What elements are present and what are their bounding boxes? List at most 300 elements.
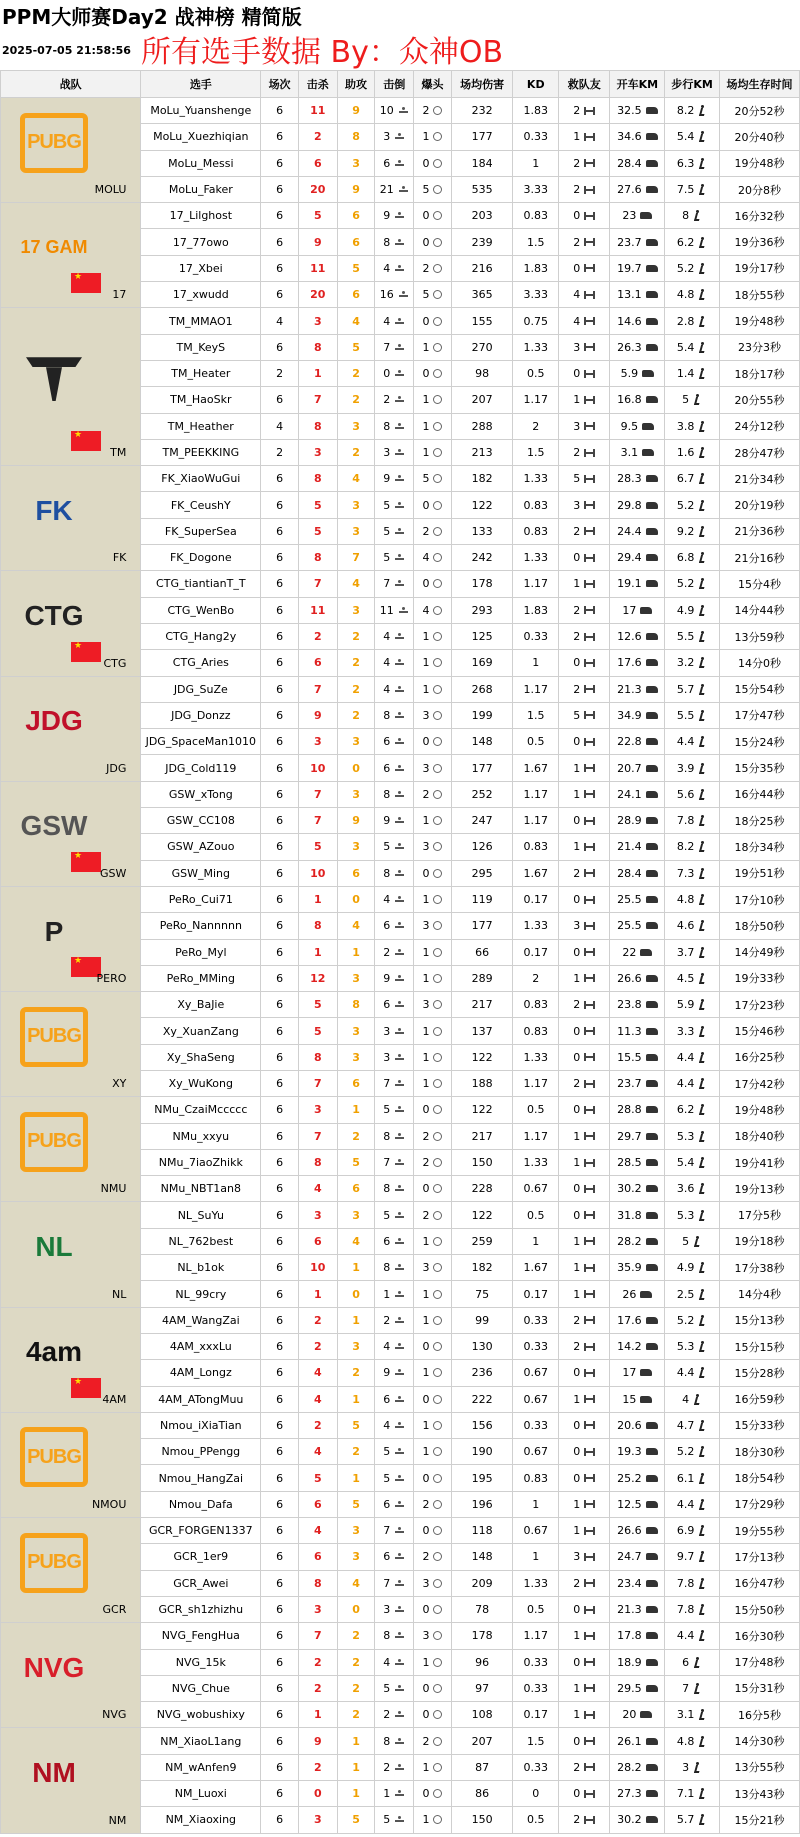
revives-cell-value: 2 [573,446,581,459]
avg-survival-cell: 16分59秒 [720,1386,800,1412]
revives-cell-value: 0 [573,1366,581,1380]
avg-survival-cell: 20分55秒 [720,387,800,413]
games-cell: 2 [261,439,299,465]
avg-survival-cell: 15分46秒 [720,1018,800,1044]
avg-damage-cell: 178 [451,1623,513,1649]
headshots-cell-value: 1 [422,446,430,459]
revive-icon [584,1448,595,1456]
avg-survival-cell: 19分48秒 [720,1097,800,1123]
car-icon [646,239,658,246]
kd-cell: 0.17 [513,1702,559,1728]
headshots-cell [414,1149,452,1175]
games-cell: 6 [261,729,299,755]
team-logo-icon: 17 GAM [20,237,88,258]
table-row [1,1307,800,1333]
games-cell: 6 [261,1070,299,1096]
headshots-cell-value: 0 [422,235,430,249]
knocks-cell [375,1465,414,1491]
knockdown-icon [394,1710,405,1719]
walk-km-cell [665,1596,720,1622]
avg-damage-cell: 177 [451,755,513,781]
walk-km-cell-value: 7 [682,1681,690,1695]
team-name: 17 [112,288,127,302]
kd-cell: 0.83 [513,203,559,229]
headshots-cell-value: 2 [422,1156,430,1170]
knocks-cell-value: 9 [383,209,391,223]
drive-km-cell [610,1544,665,1570]
revive-icon [584,264,595,272]
revives-cell [559,781,610,807]
walk-km-cell-value: 4.9 [676,1261,695,1275]
knocks-cell [375,1123,414,1149]
revive-icon [584,422,595,430]
walk-km-cell-value: 5.4 [676,1156,695,1170]
drive-km-cell [610,1202,665,1228]
team-logo [15,1632,93,1704]
headshots-cell [414,413,452,439]
kd-cell: 2 [513,413,559,439]
walk-km-cell-value: 3.3 [676,1024,695,1038]
walk-km-cell [665,1728,720,1754]
revives-cell [559,1754,610,1780]
avg-survival-cell: 17分42秒 [720,1070,800,1096]
kd-cell: 1 [513,1544,559,1570]
drive-km-cell-value: 13.1 [617,288,642,302]
revives-cell-value: 5 [573,708,581,722]
column-header[interactable]: 场均生存时间 [720,71,800,98]
walk-km-cell [665,413,720,439]
headshots-cell [414,834,452,860]
games-cell: 6 [261,1781,299,1807]
knocks-cell [375,597,414,623]
walk-km-cell-value: 4.7 [676,1418,695,1432]
team-logo-icon: GSW [20,810,88,842]
knockdown-icon [394,711,405,720]
headshots-cell [414,702,452,728]
team-cell [1,1097,141,1202]
team-cell [1,203,141,308]
walk-km-cell [665,1281,720,1307]
avg-damage-cell: 365 [451,282,513,308]
revives-cell-value: 2 [573,1576,581,1590]
walk-km-cell-value: 4 [682,1392,690,1406]
headshots-cell-value: 2 [422,1129,430,1143]
drive-km-cell-value: 19.7 [617,261,642,275]
walk-km-cell [665,282,720,308]
revives-cell-value: 1 [573,1708,581,1722]
headshot-icon [433,1789,442,1798]
headshot-icon [433,1763,442,1772]
drive-km-cell-value: 23.7 [617,1077,642,1091]
player-name: NMu_NBT1an8 [141,1176,261,1202]
avg-damage-cell: 217 [451,992,513,1018]
knockdown-icon [394,895,405,904]
team-cell [1,1202,141,1307]
revives-cell [559,492,610,518]
drive-km-cell [610,650,665,676]
revives-cell [559,466,610,492]
drive-km-cell-value: 26 [622,1287,637,1301]
headshots-cell-value: 1 [422,1050,430,1064]
knockdown-icon [398,185,409,194]
player-name: GCR_FORGEN1337 [141,1518,261,1544]
headshots-cell-value: 0 [422,156,430,170]
kd-cell: 1.5 [513,229,559,255]
knocks-cell [375,1070,414,1096]
headshot-icon [433,816,442,825]
avg-damage-cell: 98 [451,360,513,386]
knocks-cell [375,1781,414,1807]
drive-km-cell-value: 26.3 [617,340,642,354]
headshots-cell [414,1044,452,1070]
walking-icon [698,631,707,642]
team-logo-icon: FK [35,494,73,526]
revive-icon [584,1211,595,1219]
knocks-cell [375,282,414,308]
team-logo [15,1106,93,1178]
avg-damage-cell: 122 [451,492,513,518]
header-row [1,71,800,98]
headshots-cell [414,1544,452,1570]
walking-icon [698,736,707,747]
headshot-icon [433,685,442,694]
revives-cell [559,650,610,676]
drive-km-cell-value: 26.1 [617,1734,642,1748]
team-cell [1,308,141,466]
headshots-cell [414,992,452,1018]
avg-survival-cell: 19分48秒 [720,308,800,334]
games-cell: 6 [261,1754,299,1780]
revive-icon [584,317,595,325]
drive-km-cell [610,676,665,702]
player-name: NVG_wobushixy [141,1702,261,1728]
drive-km-cell-value: 35.9 [617,1261,642,1275]
walk-km-cell [665,939,720,965]
walk-km-cell [665,1070,720,1096]
revives-cell-value: 1 [573,1261,581,1275]
column-header[interactable]: 助攻 [337,71,375,98]
headshots-cell [414,1412,452,1438]
knocks-cell-value: 4 [383,1340,391,1354]
walk-km-cell [665,755,720,781]
drive-km-cell-value: 15 [622,1392,637,1406]
walk-km-cell-value: 6.1 [676,1471,695,1485]
car-icon [646,738,658,745]
headshot-icon [433,1605,442,1614]
walk-km-cell-value: 4.8 [676,1734,695,1748]
walking-icon [698,1814,707,1825]
headshot-icon [433,1447,442,1456]
headshots-cell-value: 0 [422,314,430,328]
player-name: GSW_Ming [141,860,261,886]
assists-cell: 1 [337,939,375,965]
player-name: JDG_SpaceMan1010 [141,729,261,755]
walk-km-cell-value: 1.6 [676,446,695,459]
revives-cell [559,1044,610,1070]
knockdown-icon [394,685,405,694]
car-icon [646,1185,658,1192]
games-cell: 6 [261,1807,299,1833]
player-name: FK_SuperSea [141,518,261,544]
knocks-cell-value: 7 [383,1156,391,1170]
revive-icon [584,1395,595,1403]
knocks-cell-value: 6 [383,919,391,933]
walk-km-cell-value: 5.3 [676,1208,695,1222]
drive-km-cell [610,781,665,807]
car-icon [646,554,658,561]
revive-icon [584,475,595,483]
walking-icon [698,1578,707,1589]
headshots-cell [414,255,452,281]
knocks-cell [375,1570,414,1596]
drive-km-cell-value: 24.1 [617,787,642,801]
table-row [1,1518,800,1544]
avg-damage-cell: 207 [451,387,513,413]
walk-km-cell [665,676,720,702]
column-header[interactable]: 救队友 [559,71,610,98]
player-name: 17_Lilghost [141,203,261,229]
headshots-cell [414,518,452,544]
games-cell: 6 [261,1675,299,1701]
team-name: 4AM [102,1392,127,1406]
walking-icon [698,1052,707,1063]
drive-km-cell [610,1807,665,1833]
revives-cell-value: 0 [573,735,581,749]
car-icon [640,1291,652,1298]
knocks-cell-value: 1 [383,1787,391,1801]
walk-km-cell-value: 6 [682,1655,690,1669]
team-cell [1,676,141,781]
assists-cell: 2 [337,1623,375,1649]
car-icon [646,1080,658,1087]
avg-survival-cell: 15分31秒 [720,1675,800,1701]
table-row [1,992,800,1018]
revives-cell [559,702,610,728]
drive-km-cell-value: 17 [622,603,637,617]
column-header[interactable]: 场均伤害 [451,71,513,98]
headshot-icon [433,1815,442,1824]
car-icon [646,107,658,114]
avg-survival-cell: 19分17秒 [720,255,800,281]
drive-km-cell [610,1176,665,1202]
avg-damage-cell: 122 [451,1044,513,1070]
headshots-cell [414,1018,452,1044]
headshot-icon [433,632,442,641]
walk-km-cell [665,1333,720,1359]
revives-cell-value: 2 [573,183,581,197]
revives-cell-value: 0 [573,1024,581,1038]
walk-km-cell [665,545,720,571]
walk-km-cell-value: 5.7 [676,1813,695,1827]
car-icon [646,1790,658,1797]
avg-damage-cell: 203 [451,203,513,229]
column-header[interactable]: 击杀 [298,71,337,98]
column-header[interactable]: 爆头 [414,71,452,98]
revives-cell-value: 1 [573,130,581,144]
revive-icon [584,370,595,378]
revives-cell [559,571,610,597]
revive-icon [584,1132,595,1140]
revives-cell-value: 2 [573,524,581,538]
revives-cell [559,1781,610,1807]
column-header[interactable]: 开车KM [610,71,665,98]
drive-km-cell [610,387,665,413]
revives-cell [559,1360,610,1386]
revives-cell [559,1123,610,1149]
pubg-logo-icon: PUBG [20,113,88,173]
revives-cell-value: 3 [573,419,581,433]
knocks-cell [375,1202,414,1228]
walk-km-cell [665,1702,720,1728]
headshots-cell [414,755,452,781]
walk-km-cell-value: 2.5 [676,1287,695,1301]
assists-cell: 1 [337,1386,375,1412]
avg-damage-cell: 289 [451,965,513,991]
knocks-cell-value: 8 [383,419,391,433]
kills-cell: 3 [298,1596,337,1622]
knocks-cell-value: 5 [383,1208,391,1222]
walking-icon [698,1630,707,1641]
kills-cell: 0 [298,1781,337,1807]
player-name: PeRo_MMing [141,965,261,991]
knocks-cell [375,1412,414,1438]
headshots-cell [414,1307,452,1333]
knocks-cell [375,1149,414,1175]
walking-icon [698,105,707,116]
drive-km-cell-value: 20 [622,1708,637,1722]
avg-damage-cell: 130 [451,1333,513,1359]
headshot-icon [433,1526,442,1535]
knockdown-icon [398,106,409,115]
assists-cell: 5 [337,255,375,281]
revives-cell-value: 2 [573,156,581,170]
walk-km-cell [665,992,720,1018]
walking-icon [698,1446,707,1457]
avg-damage-cell: 137 [451,1018,513,1044]
car-icon [646,133,658,140]
walk-km-cell [665,597,720,623]
knocks-cell-value: 16 [379,288,394,302]
assists-cell: 5 [337,1149,375,1175]
headshots-cell [414,1675,452,1701]
player-name: Xy_BaJie [141,992,261,1018]
kills-cell: 1 [298,360,337,386]
avg-damage-cell: 177 [451,124,513,150]
kills-cell: 4 [298,1439,337,1465]
column-header[interactable]: 击倒 [375,71,414,98]
team-cell [1,466,141,571]
games-cell: 6 [261,676,299,702]
kills-cell: 10 [298,860,337,886]
knockdown-icon [394,159,405,168]
revives-cell-value: 1 [573,393,581,407]
column-header[interactable]: 步行KM [665,71,720,98]
kd-cell: 1.17 [513,1070,559,1096]
drive-km-cell [610,623,665,649]
team-logo [15,343,93,415]
kd-cell: 2 [513,965,559,991]
team-logo [15,1527,93,1599]
drive-km-cell-value: 17.8 [617,1629,642,1643]
drive-km-cell [610,1149,665,1175]
car-icon [642,423,654,430]
walking-icon [698,289,707,300]
drive-km-cell [610,834,665,860]
column-header[interactable]: KD [513,71,559,98]
headshots-cell-value: 0 [422,1787,430,1801]
player-name: MoLu_Messi [141,150,261,176]
kd-cell: 0.17 [513,1281,559,1307]
knocks-cell-value: 5 [383,524,391,538]
games-cell: 6 [261,1386,299,1412]
revives-cell [559,939,610,965]
headshots-cell-value: 0 [422,1681,430,1695]
kills-cell: 6 [298,650,337,676]
avg-survival-cell: 15分33秒 [720,1412,800,1438]
revive-icon [584,633,595,641]
knockdown-icon [394,1605,405,1614]
player-name: GCR_Awei [141,1570,261,1596]
team-name: JDG [106,761,127,775]
knocks-cell [375,1360,414,1386]
walking-icon [698,710,707,721]
headshot-icon [433,606,442,615]
table-row [1,1097,800,1123]
revives-cell-value: 3 [573,340,581,354]
revives-cell [559,439,610,465]
revives-cell [559,1596,610,1622]
knockdown-icon [394,1079,405,1088]
walk-km-cell [665,1518,720,1544]
player-name: MoLu_Faker [141,176,261,202]
revives-cell [559,1807,610,1833]
revive-icon [584,764,595,772]
games-cell: 6 [261,229,299,255]
column-header[interactable]: 选手 [141,71,261,98]
knocks-cell [375,466,414,492]
china-flag-icon [71,642,101,662]
walking-icon [698,158,707,169]
player-name: JDG_Cold119 [141,755,261,781]
drive-km-cell [610,1649,665,1675]
player-name: JDG_Donzz [141,702,261,728]
column-header[interactable]: 战队 [1,71,141,98]
headshot-icon [433,1211,442,1220]
column-header[interactable]: 场次 [261,71,299,98]
avg-damage-cell: 195 [451,1465,513,1491]
knockdown-icon [394,974,405,983]
headshot-icon [433,1053,442,1062]
walking-icon [698,342,707,353]
team-logo-icon: JDG [25,705,83,737]
walk-km-cell-value: 5 [682,393,690,407]
kills-cell: 20 [298,176,337,202]
headshots-cell-value: 5 [422,288,430,302]
knockdown-icon [394,790,405,799]
headshot-icon [433,1027,442,1036]
walk-km-cell-value: 4.8 [676,893,695,907]
walking-icon [693,394,702,405]
revives-cell-value: 2 [573,1313,581,1327]
team-logo [15,107,93,179]
revive-icon [584,1316,595,1324]
knocks-cell-value: 2 [383,1708,391,1722]
headshots-cell-value: 0 [422,1103,430,1117]
avg-survival-cell: 18分54秒 [720,1465,800,1491]
kills-cell: 9 [298,229,337,255]
kd-cell: 0.5 [513,1596,559,1622]
knockdown-icon [394,1211,405,1220]
